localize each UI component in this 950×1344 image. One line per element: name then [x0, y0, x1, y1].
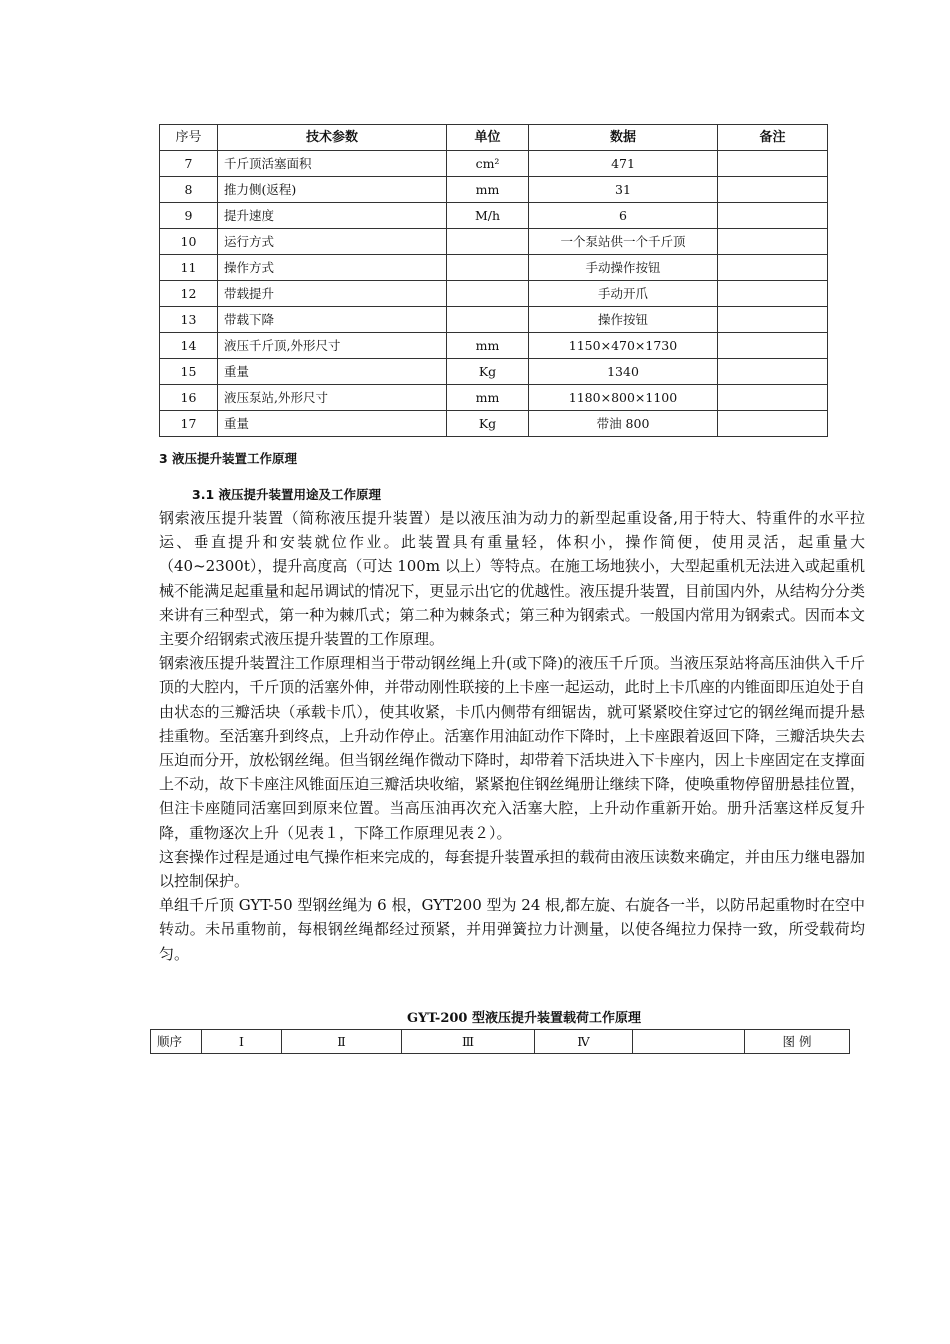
row-value: 6	[529, 203, 718, 229]
table-row	[160, 333, 828, 359]
row-param: 提升速度	[218, 203, 447, 229]
row-unit: Kg	[447, 359, 529, 385]
row-unit	[447, 307, 529, 333]
header-param: 技术参数	[218, 125, 447, 151]
row-param: 带载下降	[218, 307, 447, 333]
row-no: 16	[160, 385, 218, 411]
row-note	[718, 359, 828, 385]
row-note	[718, 333, 828, 359]
load-header-legend: 图 例	[745, 1030, 850, 1054]
paragraph: 这套操作过程是通过电气操作柜来完成的，每套提升装置承担的载荷由液压读数来确定，并由压力继电器加以控制保护。	[159, 847, 865, 891]
row-no: 8	[160, 177, 218, 203]
row-value: 471	[529, 151, 718, 177]
table-row	[160, 203, 828, 229]
row-no: 10	[160, 229, 218, 255]
row-no: 9	[160, 203, 218, 229]
row-note	[718, 151, 828, 177]
load-header-2: Ⅱ	[282, 1030, 402, 1054]
row-value: 带油 800	[529, 411, 718, 437]
row-note	[718, 203, 828, 229]
paragraph: 钢索液压提升装置（简称液压提升装置）是以液压油为动力的新型起重设备,用于特大、特重件的水平拉运、垂直提升和安装就位作业。此装置具有重量轻，体积小，操作简便，使用灵活，起重量大（40~2300t），提升高度高（可达 100m 以上）等特点。在施工场地狭小，大型起重机无法进入或起重机械不能满足起重量和起吊调试的情况下，更显示出它的优越性。液压提升装置，目前国内外，从结构分分类来讲有三种型式，第一种为棘爪式；第二种为棘条式；第三种为钢索式。一般国内常用为钢索式。因而本文主要介绍钢索式液压提升装置的工作原理。	[159, 509, 865, 649]
row-param: 推力侧(返程)	[218, 177, 447, 203]
load-table	[150, 1029, 850, 1054]
row-value: 1180×800×1100	[529, 385, 718, 411]
header-unit: 单位	[447, 125, 529, 151]
spec-table	[159, 124, 828, 437]
row-no: 17	[160, 411, 218, 437]
table-row	[160, 359, 828, 385]
load-table-header	[151, 1030, 850, 1054]
row-no: 11	[160, 255, 218, 281]
table-row	[160, 229, 828, 255]
load-header-4: Ⅳ	[535, 1030, 633, 1054]
paragraph: 钢索液压提升装置注工作原理相当于带动钢丝绳上升(或下降)的液压千斤顶。当液压泵站将高压油供入千斤顶的大腔内，千斤顶的活塞外伸，并带动刚性联接的上卡座一起运动，此时上卡爪座的内锥面即压迫处于自由状态的三瓣活块（承载卡爪），使其收紧，卡爪内侧带有细锯齿，就可紧紧咬住穿过它的钢丝绳而提升悬挂重物。至活塞升到终点，上升动作停止。活塞作用油缸动作下降时，上卡座跟着返回下降，三瓣活块失去压迫而分开，放松钢丝绳。但当钢丝绳作微动下降时，却带着下活块进入下卡座内，因上卡座固定在支撑面上不动，故下卡座注风锥面压迫三瓣活块收缩，紧紧抱住钢丝绳册让继续下降，使唤重物停留册悬挂位置，但注卡座随同活塞回到原来位置。当高压油再次充入活塞大腔，上升动作重新开始。册升活塞这样反复升降，重物逐次上升（见表１，下降工作原理见表２）。	[159, 654, 865, 842]
row-param: 千斤顶活塞面积	[218, 151, 447, 177]
row-note	[718, 385, 828, 411]
header-value: 数据	[529, 125, 718, 151]
row-no: 7	[160, 151, 218, 177]
table-row	[160, 255, 828, 281]
table-caption: GYT-200 型液压提升装置载荷工作原理	[407, 1011, 641, 1026]
header-note: 备注	[718, 125, 828, 151]
row-unit	[447, 255, 529, 281]
row-unit: mm	[447, 177, 529, 203]
row-value: 31	[529, 177, 718, 203]
row-note	[718, 307, 828, 333]
load-header-order: 顺序	[151, 1030, 202, 1054]
paragraph: 单组千斤顶 GYT-50 型钢丝绳为 6 根，GYT200 型为 24 根,都左旋、右旋各一半，以防吊起重物时在空中转动。未吊重物前，每根钢丝绳都经过预紧，并用弹簧拉力计测量，以使各绳拉力保持一致，所受载荷均匀。	[159, 896, 865, 963]
row-no: 14	[160, 333, 218, 359]
row-unit: M/h	[447, 203, 529, 229]
body-text	[159, 506, 865, 966]
row-value: 操作按钮	[529, 307, 718, 333]
row-param: 操作方式	[218, 255, 447, 281]
row-value: 手动开爪	[529, 281, 718, 307]
load-header-1: Ⅰ	[202, 1030, 282, 1054]
load-header-3: Ⅲ	[402, 1030, 535, 1054]
row-no: 12	[160, 281, 218, 307]
section-heading: 3 液压提升装置工作原理	[159, 451, 298, 466]
load-header-blank	[633, 1030, 745, 1054]
row-value: 手动操作按钮	[529, 255, 718, 281]
row-note	[718, 411, 828, 437]
row-unit	[447, 229, 529, 255]
row-param: 液压泵站,外形尺寸	[218, 385, 447, 411]
row-no: 13	[160, 307, 218, 333]
row-value: 1150×470×1730	[529, 333, 718, 359]
row-unit	[447, 281, 529, 307]
header-no: 序号	[160, 125, 218, 151]
row-no: 15	[160, 359, 218, 385]
row-unit: mm	[447, 385, 529, 411]
row-param: 带载提升	[218, 281, 447, 307]
table-row	[160, 151, 828, 177]
row-note	[718, 177, 828, 203]
subsection-heading: 3.1 液压提升装置用途及工作原理	[192, 487, 381, 502]
table-row	[160, 385, 828, 411]
table-row	[160, 281, 828, 307]
row-param: 液压千斤顶,外形尺寸	[218, 333, 447, 359]
row-param: 重量	[218, 411, 447, 437]
row-value: 一个泵站供一个千斤顶	[529, 229, 718, 255]
row-unit: mm	[447, 333, 529, 359]
table-row	[160, 411, 828, 437]
row-note	[718, 255, 828, 281]
row-param: 运行方式	[218, 229, 447, 255]
row-value: 1340	[529, 359, 718, 385]
table-row	[160, 307, 828, 333]
table-row	[160, 177, 828, 203]
row-unit: cm²	[447, 151, 529, 177]
row-param: 重量	[218, 359, 447, 385]
row-unit: Kg	[447, 411, 529, 437]
spec-table-header	[160, 125, 828, 151]
row-note	[718, 281, 828, 307]
row-note	[718, 229, 828, 255]
